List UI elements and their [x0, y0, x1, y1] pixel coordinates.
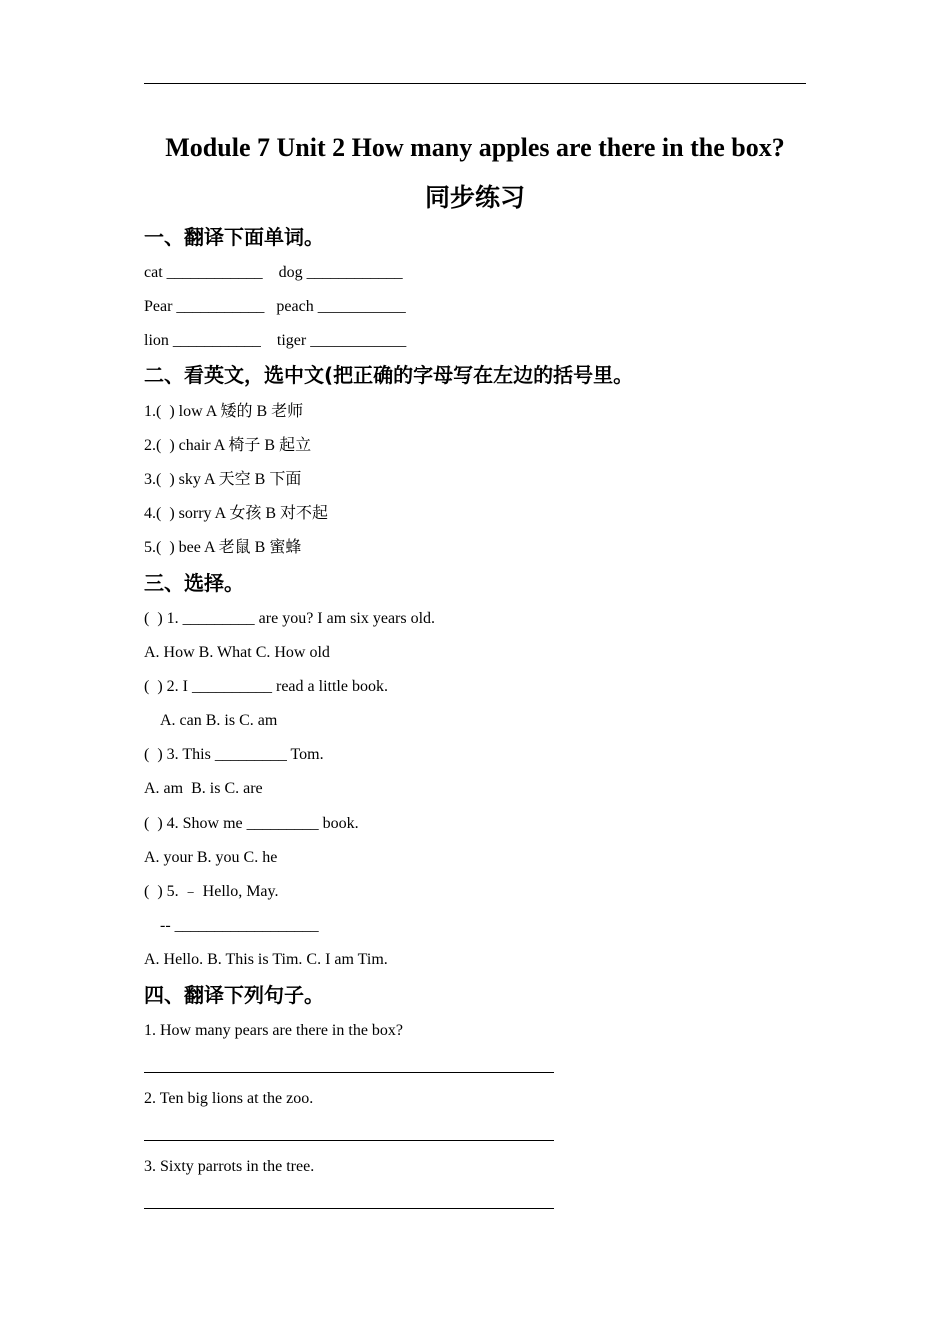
- match-item-1: 1.( ) low A 矮的 B 老师: [144, 403, 304, 420]
- section2-heading: 二、看英文，选中文(把正确的字母写在左边的括号里。: [144, 363, 634, 387]
- choice-options-1: A. How B. What C. How old: [144, 644, 330, 661]
- word-row-2: Pear ___________ peach ___________: [144, 298, 406, 315]
- answer-line-1[interactable]: [144, 1072, 554, 1073]
- choice-options-2: A. can B. is C. am: [160, 712, 278, 729]
- section3-heading: 三、选择。: [144, 571, 244, 595]
- translate-sentence-1: 1. How many pears are there in the box?: [144, 1022, 404, 1039]
- choice-reply-5: -- __________________: [160, 917, 319, 934]
- answer-line-2[interactable]: [144, 1140, 554, 1141]
- choice-question-4: ( ) 4. Show me _________ book.: [144, 815, 359, 832]
- section4-heading: 四、翻译下列句子。: [144, 983, 324, 1007]
- choice-question-3: ( ) 3. This _________ Tom.: [144, 746, 324, 763]
- choice-question-2: ( ) 2. I __________ read a little book.: [144, 678, 388, 695]
- choice-question-5: ( ) 5. ﹣ Hello, May.: [144, 883, 279, 900]
- page-title: Module 7 Unit 2 How many apples are there in the box?: [165, 133, 785, 162]
- section1-heading: 一、翻译下面单词。: [144, 225, 324, 249]
- match-item-2: 2.( ) chair A 椅子 B 起立: [144, 437, 312, 454]
- answer-line-3[interactable]: [144, 1208, 554, 1209]
- choice-options-4: A. your B. you C. he: [144, 849, 278, 866]
- page-subtitle: 同步练习: [424, 183, 525, 212]
- match-item-5: 5.( ) bee A 老鼠 B 蜜蜂: [144, 539, 302, 556]
- translate-sentence-3: 3. Sixty parrots in the tree.: [144, 1158, 315, 1175]
- header-rule: [144, 83, 806, 84]
- choice-options-3: A. am B. is C. are: [144, 780, 263, 797]
- match-item-4: 4.( ) sorry A 女孩 B 对不起: [144, 505, 329, 522]
- choice-question-1: ( ) 1. _________ are you? I am six years old.: [144, 610, 436, 627]
- word-row-1: cat ____________ dog ____________: [144, 264, 403, 281]
- match-item-3: 3.( ) sky A 天空 B 下面: [144, 471, 302, 488]
- word-row-3: lion ___________ tiger ____________: [144, 332, 407, 349]
- choice-options-5: A. Hello. B. This is Tim. C. I am Tim.: [144, 951, 388, 968]
- translate-sentence-2: 2. Ten big lions at the zoo.: [144, 1090, 314, 1107]
